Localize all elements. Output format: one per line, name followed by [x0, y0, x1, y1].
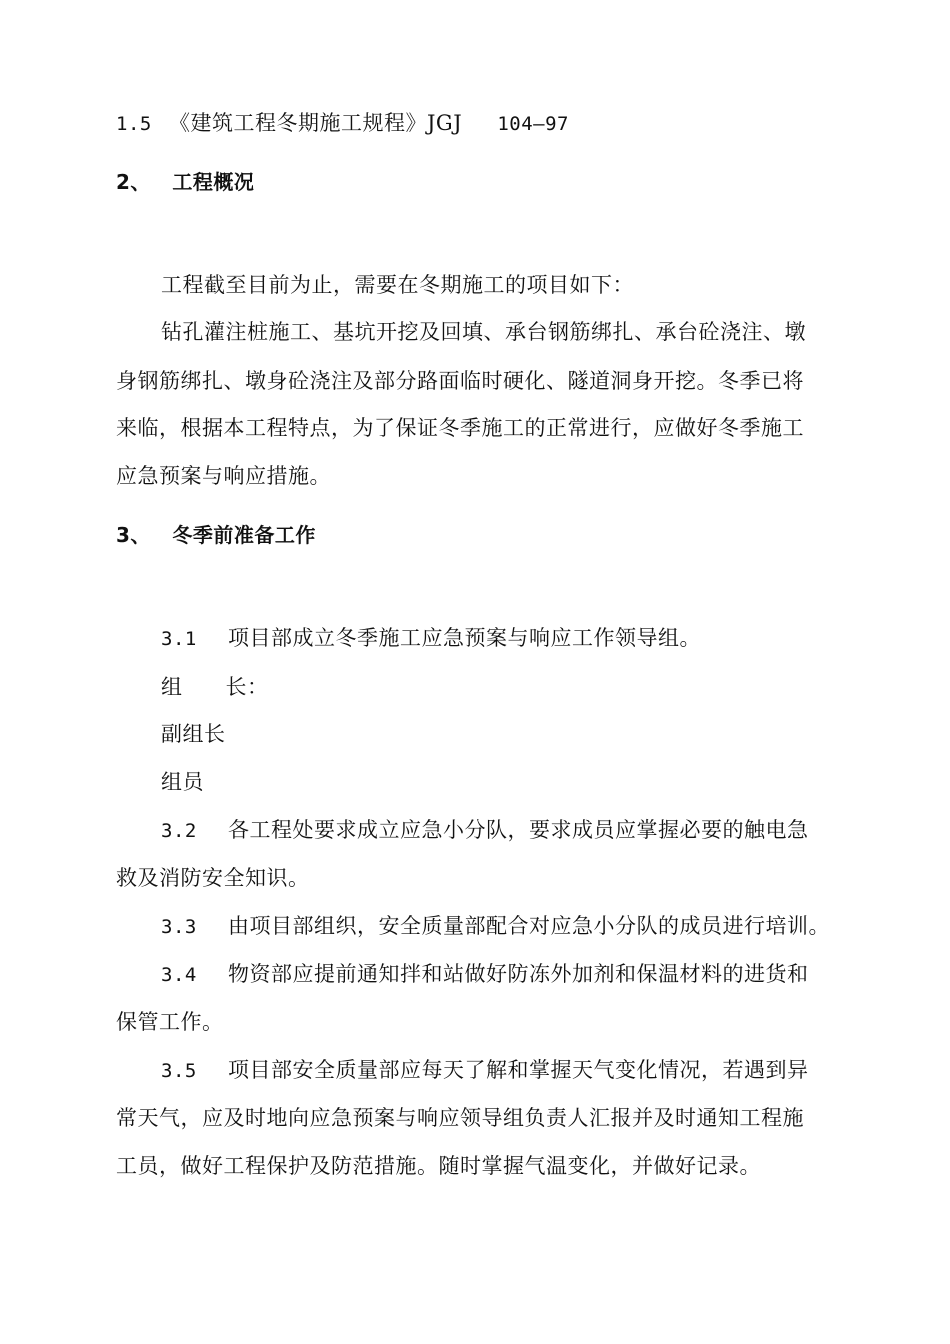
item-3-5 — [161, 1056, 809, 1085]
item-3-1 — [161, 624, 701, 653]
item-3-4-number: 3.4 — [161, 964, 197, 986]
leader-label: 组 长： — [161, 675, 269, 699]
section-2-title: 工程概况 — [172, 170, 255, 194]
reference-number: 1.5 — [116, 113, 152, 135]
reference-code: 104—97 — [497, 113, 569, 135]
item-3-4 — [161, 960, 809, 989]
section-2-heading — [116, 168, 254, 196]
overview-intro: 工程截至目前为止，需要在冬期施工的项目如下： — [161, 273, 634, 297]
item-3-4-text-line-1: 物资部应提前通知拌和站做好防冻外加剂和保温材料的进货和 — [228, 962, 809, 986]
item-3-5-text-line-3: 工员，做好工程保护及防范措施。随时掌握气温变化，并做好记录。 — [116, 1154, 761, 1178]
section-3-number: 3、 — [116, 523, 151, 547]
item-3-3-number: 3.3 — [161, 916, 197, 938]
section-3-title: 冬季前准备工作 — [172, 523, 316, 547]
item-3-4-text-line-2: 保管工作。 — [116, 1010, 224, 1034]
reference-line — [116, 109, 569, 138]
overview-paragraph-line-1: 钻孔灌注桩施工、基坑开挖及回填、承台钢筋绑扎、承台砼浇注、墩 — [161, 320, 806, 344]
section-2-number: 2、 — [116, 170, 151, 194]
item-3-2-number: 3.2 — [161, 820, 197, 842]
item-3-2-text-line-1: 各工程处要求成立应急小分队，要求成员应掌握必要的触电急 — [228, 818, 809, 842]
item-3-5-text-line-1: 项目部安全质量部应每天了解和掌握天气变化情况，若遇到异 — [228, 1058, 809, 1082]
item-3-1-text: 项目部成立冬季施工应急预案与响应工作领导组。 — [228, 626, 702, 650]
deputy-leader-label: 副组长 — [161, 722, 226, 746]
item-3-3 — [161, 912, 830, 941]
overview-paragraph-line-2: 身钢筋绑扎、墩身砼浇注及部分路面临时硬化、隧道洞身开挖。冬季已将 — [116, 369, 804, 393]
item-3-5-number: 3.5 — [161, 1060, 197, 1082]
reference-title: 《建筑工程冬期施工规程》JGJ — [169, 111, 463, 135]
item-3-3-text: 由项目部组织，安全质量部配合对应急小分队的成员进行培训。 — [228, 914, 831, 938]
item-3-2-text-line-2: 救及消防安全知识。 — [116, 866, 310, 890]
overview-paragraph-line-3: 来临，根据本工程特点，为了保证冬季施工的正常进行，应做好冬季施工 — [116, 416, 804, 440]
item-3-1-number: 3.1 — [161, 628, 197, 650]
overview-paragraph-line-4: 应急预案与响应措施。 — [116, 464, 331, 488]
section-3-heading — [116, 521, 316, 549]
member-label: 组员 — [161, 770, 204, 794]
item-3-5-text-line-2: 常天气，应及时地向应急预案与响应领导组负责人汇报并及时通知工程施 — [116, 1106, 804, 1130]
item-3-2 — [161, 816, 809, 845]
